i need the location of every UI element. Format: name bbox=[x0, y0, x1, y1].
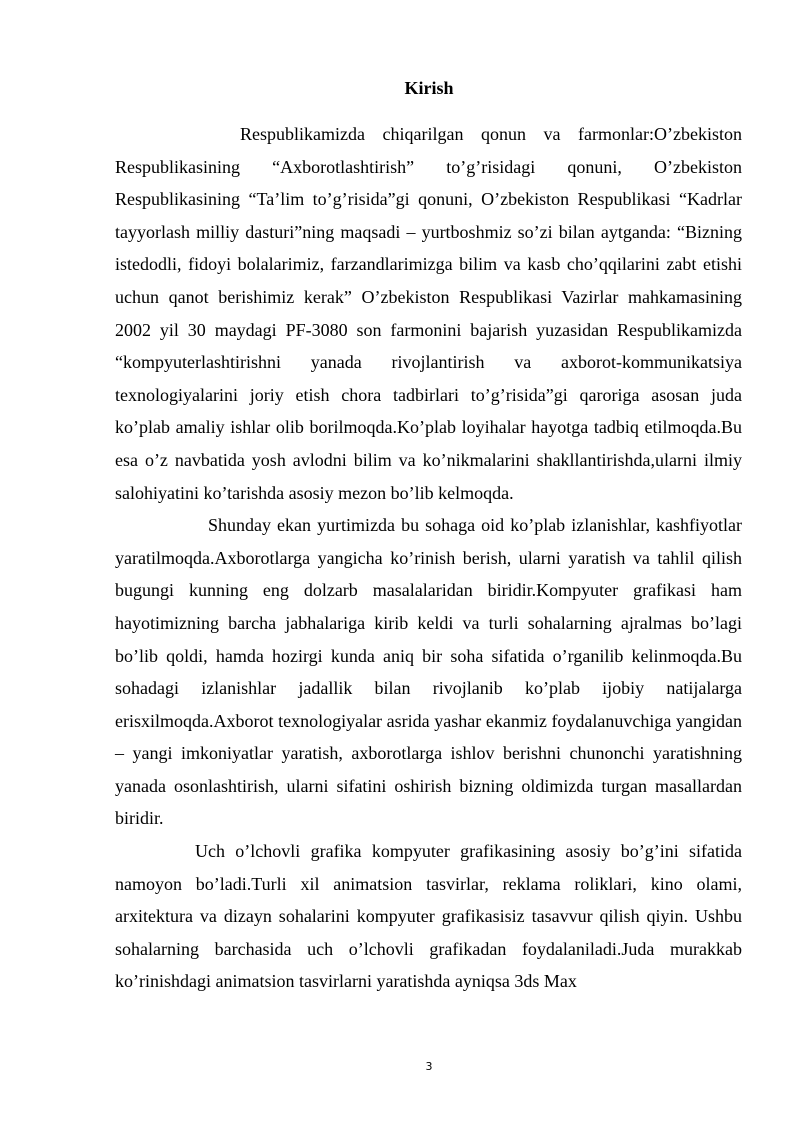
paragraph-research: Shunday ekan yurtimizda bu sohaga oid ko’plab izlanishlar, kashfiyotlar yaratilmoqda.Axborotlarga yangicha ko’rinish berish, ularni yaratish va tahlil qilish bugungi kunning eng dolzarb masalalaridan biridir.Kompyuter grafikasi ham hayotimizning barcha jabhalariga kirib keldi va turli sohalarning ajralmas bo’lagi bo’lib qoldi, hamda hozirgi kunda aniq bir soha sifatida o’rganilib kelinmoqda.Bu sohadagi izlanishlar jadallik bilan rivojlanib ko’plab ijobiy natijalarga erisxilmoqda.Axborot texnologiyalar asrida yashar ekanmiz foydalanuvchiga yangidan – yangi imkoniyatlar yaratish, axborotlarga ishlov berishni chunonchi yaratishning yanada osonlashtirish, ularni sifatini oshirish bizning oldimizda turgan masallardan biridir. bbox=[115, 515, 742, 829]
body-text bbox=[115, 118, 742, 998]
paragraph-3d-graphics: Uch o’lchovli grafika kompyuter grafikasining asosiy bo’g’ini sifatida namoyon bo’ladi.Turli xil animatsion tasvirlar, reklama roliklari, kino olami, arxitektura va dizayn sohalarini kompyuter grafikasisiz tasavvur qilish qiyin. Ushbu sohalarning barchasida uch o’lchovli grafikadan foydalaniladi.Juda murakkab ko’rinishdagi animatsion tasvirlarni yaratishda ayniqsa 3ds Max bbox=[115, 841, 742, 992]
page-title: Kirish bbox=[404, 78, 454, 98]
page-number: 3 bbox=[425, 1060, 433, 1073]
paragraph-intro: Respublikamizda chiqarilgan qonun va farmonlar:O’zbekiston Respublikasining “Axborotlashtirish” to’g’risidagi qonuni, O’zbekiston Respublikasining “Ta’lim to’g’risida”gi qonuni, O’zbekiston Respublikasi “Kadrlar tayyorlash milliy dasturi”ning maqsadi – yurtboshmiz so’zi bilan aytganda: “Bizning istedodli, fidoyi bolalarimiz, farzandlarimizga bilim va kasb cho’qqilarini zabt etishi uchun qanot berishimiz kerak” O’zbekiston Respublikasi Vazirlar mahkamasining 2002 yil 30 maydagi PF-3080 son farmonini bajarish yuzasidan Respublikamizda “kompyuterlashtirishni yanada rivojlantirish va axborot-kommunikatsiya texnologiyalarini joriy etish chora tadbirlari to’g’risida”gi qaroriga asosan juda ko’plab amaliy ishlar olib borilmoqda.Ko’plab loyihalar hayotga tadbiq etilmoqda.Bu esa o’z navbatida yosh avlodni bilim va ko’nikmalarini shakllantirishda,ularni ilmiy salohiyatini ko’tarishda asosiy mezon bo’lib kelmoqda. bbox=[115, 124, 742, 503]
